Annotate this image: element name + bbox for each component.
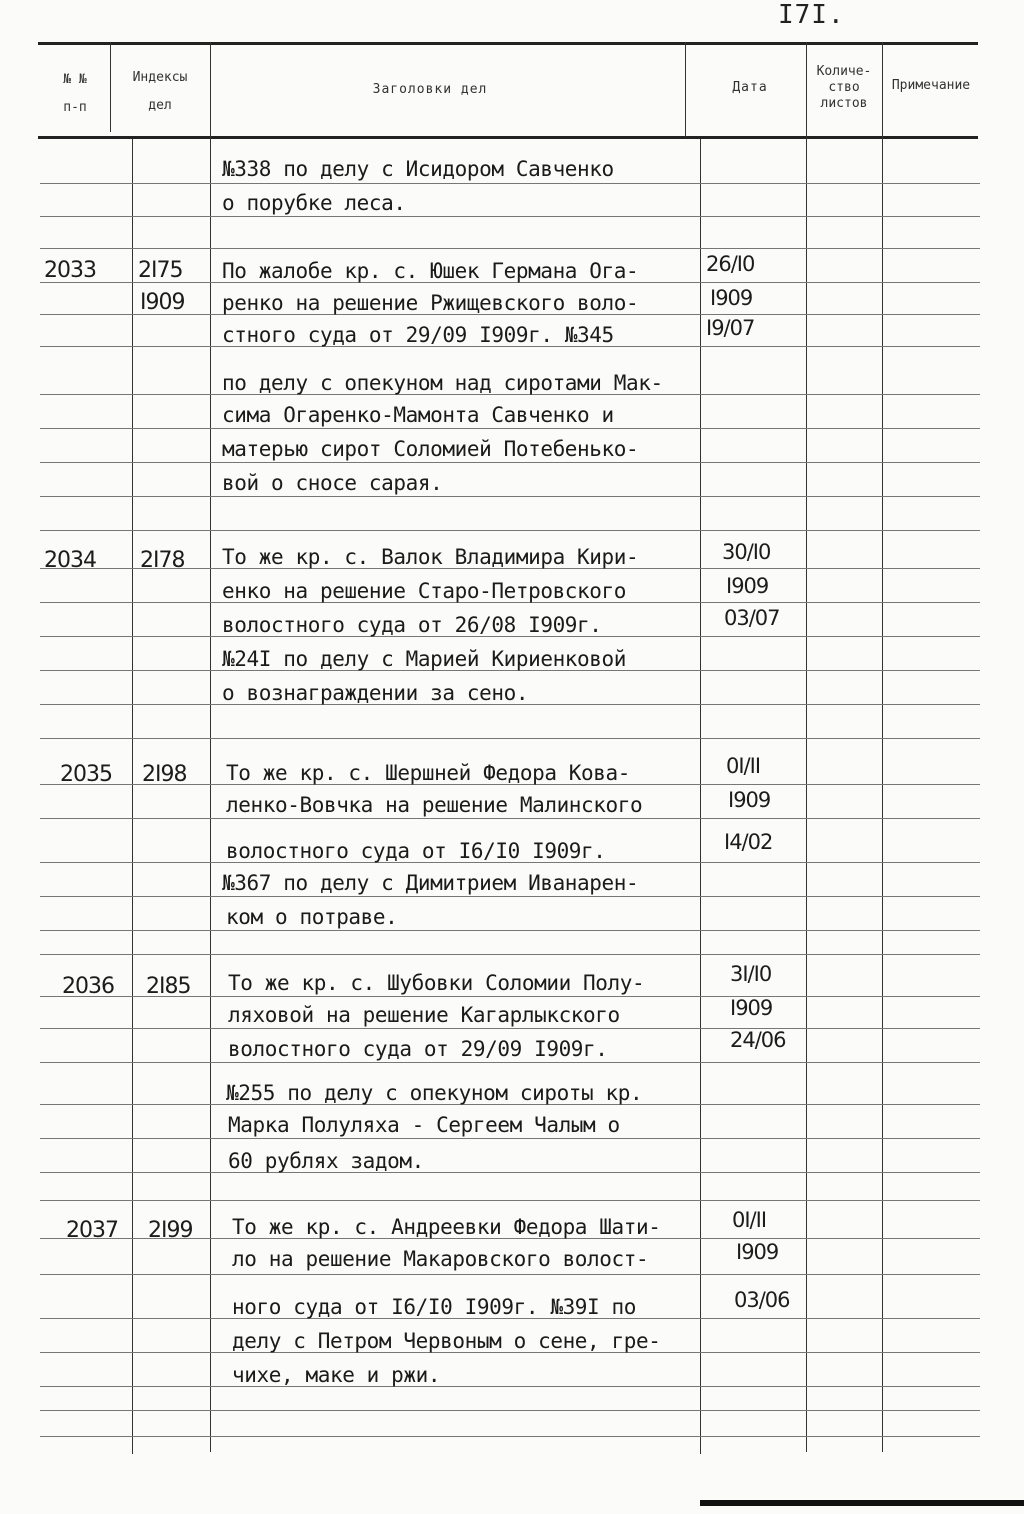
entry-line: енко на решение Старо-Петровского (222, 579, 627, 603)
entry-number: 2033 (44, 258, 96, 283)
column-divider (210, 42, 211, 1452)
date-year: I909 (730, 996, 773, 1020)
entry-line: стного суда от 29/09 I909г. №345 (222, 323, 614, 347)
ruled-line (40, 183, 980, 184)
date-end: 03/07 (724, 606, 780, 630)
entry-line: делу с Петром Червоным о сене, гре- (232, 1329, 661, 1353)
entry-line: ло на решение Макаровского волост- (232, 1247, 649, 1271)
entry-line: №255 по делу с опекуном сироты кр. (226, 1081, 643, 1105)
entry-line: волостного суда от 26/08 I909г. (222, 613, 602, 637)
ruled-line (40, 496, 980, 497)
entry-line: по делу с опекуном над сиротами Мак- (222, 371, 663, 395)
ruled-line (40, 954, 980, 955)
date-start: 0I/II (726, 754, 761, 778)
entry-line: №367 по делу с Димитрием Иванарен- (222, 871, 639, 895)
entry-index-year: I909 (140, 290, 185, 315)
entry-index: 2I98 (142, 762, 187, 787)
entry-index: 2I75 (138, 258, 183, 283)
date-year: I909 (736, 1240, 779, 1264)
ruled-line (40, 930, 980, 931)
ruled-line (40, 1138, 980, 1139)
entry-line: №24I по делу с Марией Кириенковой (222, 647, 627, 671)
entry-number: 2036 (62, 974, 114, 999)
column-divider (882, 42, 883, 1452)
entry-number: 2035 (60, 762, 112, 787)
date-year: I909 (726, 574, 769, 598)
date-year: I909 (728, 788, 771, 812)
entry-line: о порубке леса. (222, 191, 406, 215)
ruled-line (40, 818, 980, 819)
column-divider (132, 139, 133, 1454)
header-title: Заголовки дел (372, 82, 488, 97)
table-top-border (38, 42, 978, 45)
ruled-line (40, 462, 980, 463)
entry-index: 2I85 (146, 974, 191, 999)
ruled-line (40, 738, 980, 739)
date-end: I4/02 (724, 830, 773, 854)
date-year: I909 (710, 286, 753, 310)
entry-index: 2I99 (148, 1218, 193, 1243)
ruled-line (40, 1410, 980, 1411)
entry-line: чихе, маке и ржи. (232, 1363, 441, 1387)
page-number: I7I. (778, 0, 845, 30)
column-divider (685, 42, 686, 137)
entry-line: Марка Полуляха - Сергеем Чалым о (228, 1113, 620, 1137)
entry-line: волостного суда от I6/I0 I909г. (226, 839, 606, 863)
entry-number: 2037 (66, 1218, 118, 1243)
entry-line: То же кр. с. Валок Владимира Кири- (222, 545, 639, 569)
header-number: № № п-п (63, 72, 87, 115)
entry-line: вой о сносе сарая. (222, 471, 443, 495)
entry-line: ренко на решение Ржищевского воло- (222, 291, 639, 315)
header-date: Дата (732, 80, 768, 95)
entry-line: ленко-Вовчка на решение Малинского (226, 793, 643, 817)
date-end: 03/06 (734, 1288, 790, 1312)
entry-line: сима Огаренко-Мамонта Савченко и (222, 403, 614, 427)
column-divider (110, 42, 111, 132)
header-bottom-border (38, 136, 978, 139)
header-index: Индексы дел (132, 70, 188, 113)
ruled-line (40, 248, 980, 249)
entry-line: То же кр. с. Шершней Федора Кова- (226, 761, 631, 785)
entry-line: По жалобе кр. с. Юшек Германа Ога- (222, 259, 639, 283)
entry-line: о вознаграждении за сено. (222, 681, 529, 705)
entry-line: 60 рублях задом. (228, 1149, 424, 1173)
header-note: Примечание (891, 78, 971, 93)
date-start: 0I/II (732, 1208, 767, 1232)
date-start: 26/I0 (706, 252, 755, 276)
ruled-line (40, 1200, 980, 1201)
entry-line: матерью сирот Соломией Потебенько- (222, 437, 639, 461)
ruled-line (40, 1386, 980, 1387)
ruled-line (40, 216, 980, 217)
entry-line: То же кр. с. Андреевки Федора Шати- (232, 1215, 661, 1239)
entry-line: ляховой на решение Кагарлыкского (228, 1003, 620, 1027)
entry-number: 2034 (44, 548, 96, 573)
entry-line: №338 по делу с Исидором Савченко (222, 157, 614, 181)
entry-index: 2I78 (140, 548, 185, 573)
entry-line: ного суда от I6/I0 I909г. №39I по (232, 1295, 637, 1319)
date-start: 30/I0 (722, 540, 771, 564)
ruled-line (40, 428, 980, 429)
date-end: I9/07 (706, 316, 755, 340)
ruled-line (40, 1274, 980, 1275)
ruled-line (40, 530, 980, 531)
ruled-line (40, 896, 980, 897)
ruled-line (40, 1028, 980, 1029)
date-start: 3I/I0 (730, 962, 772, 986)
entry-line: волостного суда от 29/09 I909г. (228, 1037, 608, 1061)
ruled-line (40, 1172, 980, 1173)
header-sheets: Количе- ство листов (816, 64, 872, 111)
ruled-line (40, 1062, 980, 1063)
entry-line: ком о потраве. (226, 905, 398, 929)
date-end: 24/06 (730, 1028, 786, 1052)
ruled-line (40, 1436, 980, 1437)
entry-line: То же кр. с. Шубовки Соломии Полу- (228, 971, 645, 995)
bottom-edge (700, 1500, 1024, 1506)
column-divider (700, 139, 701, 1454)
